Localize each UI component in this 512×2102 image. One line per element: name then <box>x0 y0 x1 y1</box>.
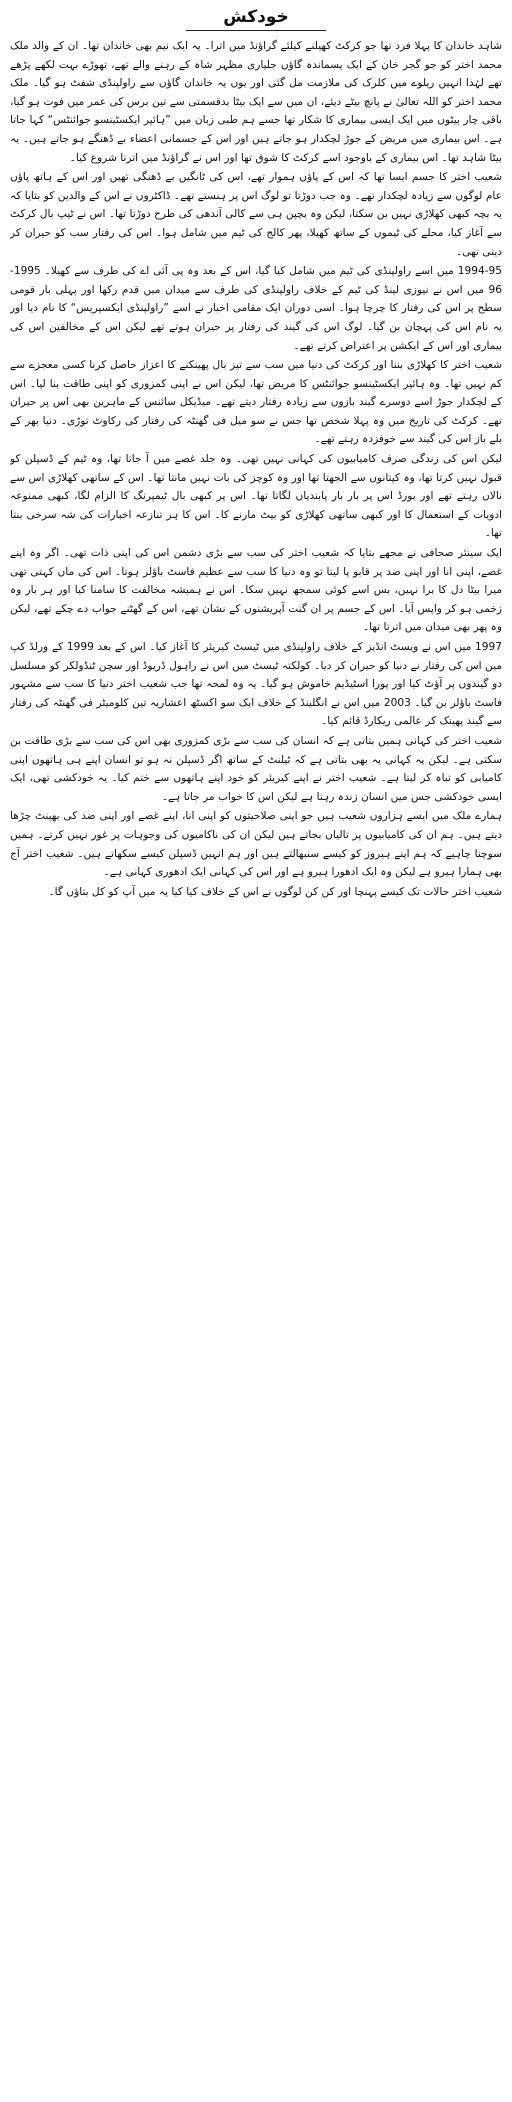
article-paragraph: شعیب اختر کا جسم ایسا تھا کہ اس کے پاؤں ہموار تھے، اس کی ٹانگیں بے ڈھنگی تھیں اور اس کے ہاتھ پاؤں عام لوگوں سے زیادہ لچکدار تھے۔ وہ جب دوڑتا تو لوگ اس پر ہنستے تھے۔ ڈاکٹروں نے اس کے والدین کو بتایا کہ یہ بچہ کبھی کھلاڑی نہیں بن سکتا، لیکن وہ بچپن ہی سے کالی آندھی کی طرح دوڑتا تھا۔ اس نے ٹیپ بال کرکٹ سے آغاز کیا، محلے کی ٹیموں کے ساتھ کھیلا، پھر کالج کی ٹیم میں شامل ہوا۔ اس کی رفتار سب کو حیران کر دیتی تھی۔ <box>10 171 502 258</box>
article-headline: خودکش <box>223 7 289 27</box>
headline-underline <box>186 30 326 31</box>
article-paragraph: لیکن اس کی زندگی صرف کامیابیوں کی کہانی نہیں تھی۔ وہ جلد غصے میں آ جاتا تھا، وہ ٹیم کے ڈسپلن کو قبول نہیں کرتا تھا، وہ کپتانوں سے الجھتا تھا اور وہ کوچز کی بات نہیں مانتا تھا۔ اس کے ساتھی کھلاڑی اس سے نالاں رہتے تھے اور بورڈ اس پر بار بار پابندیاں لگاتا تھا۔ اس پر کبھی بال ٹیمپرنگ کا الزام لگا، کبھی ممنوعہ ادویات کے استعمال کا اور کبھی ساتھی کھلاڑی کو بیٹ مارنے کا۔ اس کا ہر تنازعہ اخبارات کی شہ سرخی بنتا تھا۔ <box>10 453 502 540</box>
article-paragraph: 1997 میں اس نے ویسٹ انڈیز کے خلاف راولپنڈی میں ٹیسٹ کیریئر کا آغاز کیا۔ اس کے بعد 1999 کے ورلڈ کپ میں اس کی رفتار نے دنیا کو حیران کر دیا۔ کولکتہ ٹیسٹ میں اس نے راہول ڈریوڈ اور سچن ٹنڈولکر کو مسلسل دو گیندوں پر آؤٹ کیا اور پورا اسٹیڈیم خاموش ہو گیا۔ یہ وہ لمحہ تھا جب شعیب اختر دنیا کا سب سے مشہور فاسٹ باؤلر بن گیا۔ 2003 میں اس نے انگلینڈ کے خلاف ایک سو اکسٹھ اعشاریہ تین کلومیٹر فی گھنٹہ کی رفتار سے گیند پھینک کر عالمی ریکارڈ قائم کیا۔ <box>10 641 502 728</box>
article-body <box>10 37 502 901</box>
article-paragraph: شعیب اختر کی کہانی ہمیں بتاتی ہے کہ انسان کی سب سے بڑی کمزوری بھی اس کی سب سے بڑی طاقت بن سکتی ہے۔ لیکن یہ کہانی یہ بھی بتاتی ہے کہ ٹیلنٹ کے ساتھ اگر ڈسپلن نہ ہو تو انسان اپنے ہی ہاتھوں اپنی کامیابی کو تباہ کر لیتا ہے۔ شعیب اختر نے اپنے کیریئر کو خود اپنے ہاتھوں سے ختم کیا۔ یہ خودکشی تھی، ایک ایسی خودکشی جس میں انسان زندہ رہتا ہے لیکن اس کا خواب مر جاتا ہے۔ <box>10 734 502 803</box>
article-paragraph: شاہد خاندان کا پہلا فرد تھا جو کرکٹ کھیلنے کیلئے گراؤنڈ میں اترا۔ یہ ایک نیم بھی خاندان تھا۔ ان کے والد ملک محمد اختر کو جو گجر خان کے ایک پسماندہ گاؤں جلیاری مظہر شاہ کے رہنے والے تھے، تھوڑے بہت لکھے پڑھے تھے لہٰذا انہیں ریلوے میں کلرک کی ملازمت مل گئی اور یوں یہ خاندان گاؤں سے راولپنڈی شفٹ ہو گیا۔ ملک محمد اختر کو اللہ تعالیٰ نے پانچ بیٹے دیئے، ان میں سے ایک بیٹا بدقسمتی سے تین برس کی عمر میں فوت ہو گیا، باقی چار بیٹوں میں ایک ایسی بیماری کا شکار تھا جسے ہم طبی زبان میں ”ہائپر ایکسٹینسو جوائنٹس“ کہا جاتا ہے۔ اس بیماری میں مریض کے جوڑ لچکدار ہو جاتے ہیں اور اس کے جسمانی اعضاء بے ڈھنگے ہو جاتے ہیں۔ یہ بیٹا شاہد تھا۔ اس بیماری کے باوجود اسے کرکٹ کا شوق تھا اور اس نے گراؤنڈ میں اترنا شروع کیا۔ <box>10 40 502 164</box>
article-paragraph: ہمارے ملک میں ایسے ہزاروں شعیب ہیں جو اپنی صلاحیتوں کو اپنی انا، اپنے غصے اور اپنی ضد کی بھینٹ چڑھا دیتے ہیں۔ ہم ان کی کامیابیوں پر تالیاں بجاتے ہیں لیکن ان کی ناکامیوں کی وجوہات پر غور نہیں کرتے۔ ہمیں سوچنا چاہیے کہ ہم اپنے ہیروز کو کیسے سنبھالتے ہیں اور ہم انہیں ڈسپلن کیسے سکھاتے ہیں۔ شعیب اختر آج بھی ہمارا ہیرو ہے لیکن وہ ایک ادھورا ہیرو ہے اور اس کی کہانی ایک ادھوری کہانی ہے۔ <box>10 810 502 879</box>
article-paragraph: ایک سینئر صحافی نے مجھے بتایا کہ شعیب اختر کی سب سے بڑی دشمن اس کی اپنی ذات تھی۔ اگر وہ اپنے غصے، اپنی انا اور اپنی ضد پر قابو پا لیتا تو وہ دنیا کا سب سے عظیم فاسٹ باؤلر ہوتا۔ اس کی ماں کہتی تھی میرا بیٹا دل کا برا نہیں، بس اسے کوئی سمجھ نہیں سکا۔ اس نے ہمیشہ مخالفت کا سامنا کیا اور ہر بار وہ زخمی ہو کر واپس آیا۔ اس کے جسم پر ان گنت آپریشنوں کے نشان تھے، اس کے گھٹنے جواب دے چکے تھے، لیکن وہ پھر بھی میدان میں اترتا تھا۔ <box>10 547 502 634</box>
article-closing-line: شعیب اختر حالات تک کیسے پہنچا اور کن کن لوگوں نے اس کے خلاف کیا کیا یہ میں آپ کو کل بتاؤں گا۔ <box>48 885 502 898</box>
article-paragraph: شعیب اختر کا کھلاڑی بننا اور کرکٹ کی دنیا میں سب سے تیز بال پھینکنے کا اعزاز حاصل کرنا کسی معجزے سے کم نہیں تھا۔ وہ ہائپر ایکسٹینسو جوائنٹس کا مریض تھا، لیکن اس نے اپنی کمزوری کو اپنی طاقت بنا لیا۔ اس کے لچکدار جوڑ اسے دوسرے گیند بازوں سے زیادہ رفتار دیتے تھے۔ میڈیکل سائنس کے ماہرین بھی اس پر حیران تھے۔ کرکٹ کی تاریخ میں وہ پہلا شخص تھا جس نے سو میل فی گھنٹہ کی رفتار کی رکاوٹ توڑی۔ دنیا بھر کے بلے باز اس کی گیند سے خوفزدہ رہتے تھے۔ <box>10 359 502 446</box>
article-paragraph: 1994-95 میں اسے راولپنڈی کی ٹیم میں شامل کیا گیا، اس کے بعد وہ پی آئی اے کی طرف سے کھیلا۔ 1995-96 میں اس نے نیوزی لینڈ کی ٹیم کے خلاف راولپنڈی کی طرف سے میدان میں قدم رکھا اور پہلی بار قومی سطح پر اس کی رفتار کا چرچا ہوا۔ اسی دوران ایک مقامی اخبار نے اسے ”راولپنڈی ایکسپریس“ کا نام دیا اور یہ نام اس کی پہچان بن گیا۔ لوگ اس کی گیند کی رفتار پر حیران ہوتے تھے لیکن اس کے مخالفین اس کی بیماری اور اس کے ایکشن پر اعتراض کرتے تھے۔ <box>10 265 502 352</box>
